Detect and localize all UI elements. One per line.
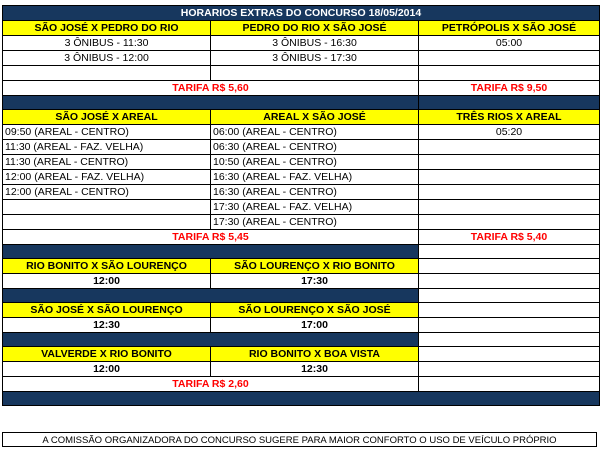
- schedule-cell: [211, 66, 419, 81]
- schedule-cell: 17:30 (AREAL - CENTRO): [211, 215, 419, 230]
- section-divider: [3, 245, 419, 259]
- schedule-cell: 17:30 (AREAL - FAZ. VELHA): [211, 200, 419, 215]
- fare-label: TARIFA R$ 9,50: [419, 81, 600, 96]
- fare-label: TARIFA R$ 5,40: [419, 230, 600, 245]
- schedule-cell: [3, 200, 211, 215]
- blank-cell: [419, 333, 600, 347]
- blank-cell: [419, 377, 600, 392]
- route-header: SÃO JOSÉ X AREAL: [3, 110, 211, 125]
- blank-cell: [419, 259, 600, 274]
- route-header: PEDRO DO RIO X SÃO JOSÉ: [211, 21, 419, 36]
- schedule-cell: [419, 200, 600, 215]
- schedule-cell: 17:00: [211, 318, 419, 333]
- section-divider: [3, 96, 419, 110]
- blank-cell: [419, 347, 600, 362]
- blank-cell: [419, 318, 600, 333]
- schedule-cell: 12:30: [3, 318, 211, 333]
- blank-cell: [419, 362, 600, 377]
- route-header: SÃO JOSÉ X PEDRO DO RIO: [3, 21, 211, 36]
- schedule-cell: 09:50 (AREAL - CENTRO): [3, 125, 211, 140]
- schedule-title: HORARIOS EXTRAS DO CONCURSO 18/05/2014: [3, 6, 600, 21]
- section-divider: [419, 96, 600, 110]
- blank-cell: [419, 289, 600, 303]
- schedule-cell: [419, 155, 600, 170]
- blank-cell: [419, 303, 600, 318]
- schedule-cell: 3 ÔNIBUS - 16:30: [211, 36, 419, 51]
- route-header: VALVERDE X RIO BONITO: [3, 347, 211, 362]
- blank-cell: [419, 245, 600, 259]
- schedule-cell: 3 ÔNIBUS - 11:30: [3, 36, 211, 51]
- section-divider: [3, 333, 419, 347]
- fare-label: TARIFA R$ 5,45: [3, 230, 419, 245]
- section-divider: [3, 289, 419, 303]
- schedule-cell: [419, 170, 600, 185]
- route-header: SÃO LOURENÇO X SÃO JOSÉ: [211, 303, 419, 318]
- schedule-cell: 16:30 (AREAL - CENTRO): [211, 185, 419, 200]
- section-divider: [3, 392, 600, 406]
- route-header: RIO BONITO X SÃO LOURENÇO: [3, 259, 211, 274]
- schedule-cell: [419, 215, 600, 230]
- schedule-cell: [3, 66, 211, 81]
- schedule-cell: 12:00 (AREAL - FAZ. VELHA): [3, 170, 211, 185]
- schedule-cell: [419, 51, 600, 66]
- schedule-cell: 3 ÔNIBUS - 17:30: [211, 51, 419, 66]
- schedule-cell: 17:30: [211, 274, 419, 289]
- schedule-cell: 12:30: [211, 362, 419, 377]
- schedule-table: [2, 5, 600, 406]
- schedule-cell: 06:00 (AREAL - CENTRO): [211, 125, 419, 140]
- route-header: SÃO LOURENÇO X RIO BONITO: [211, 259, 419, 274]
- footer-note: A COMISSÃO ORGANIZADORA DO CONCURSO SUGERE PARA MAIOR CONFORTO O USO DE VEÍCULO PRÓPRIO: [2, 432, 597, 447]
- schedule-cell: 10:50 (AREAL - CENTRO): [211, 155, 419, 170]
- schedule-cell: 12:00 (AREAL - CENTRO): [3, 185, 211, 200]
- blank-cell: [419, 274, 600, 289]
- schedule-cell: 12:00: [3, 362, 211, 377]
- fare-label: TARIFA R$ 2,60: [3, 377, 419, 392]
- schedule-cell: 05:20: [419, 125, 600, 140]
- route-header: RIO BONITO X BOA VISTA: [211, 347, 419, 362]
- schedule-cell: 11:30 (AREAL - CENTRO): [3, 155, 211, 170]
- route-header: SÃO JOSÉ X SÃO LOURENÇO: [3, 303, 211, 318]
- schedule-cell: 11:30 (AREAL - FAZ. VELHA): [3, 140, 211, 155]
- schedule-cell: [419, 140, 600, 155]
- schedule-cell: 3 ÔNIBUS - 12:00: [3, 51, 211, 66]
- route-header: TRÊS RIOS X AREAL: [419, 110, 600, 125]
- schedule-cell: [419, 66, 600, 81]
- schedule-cell: [419, 185, 600, 200]
- route-header: PETRÓPOLIS X SÃO JOSÉ: [419, 21, 600, 36]
- fare-label: TARIFA R$ 5,60: [3, 81, 419, 96]
- route-header: AREAL X SÃO JOSÉ: [211, 110, 419, 125]
- schedule-cell: [3, 215, 211, 230]
- schedule-cell: 16:30 (AREAL - FAZ. VELHA): [211, 170, 419, 185]
- schedule-cell: 06:30 (AREAL - CENTRO): [211, 140, 419, 155]
- schedule-cell: 05:00: [419, 36, 600, 51]
- schedule-cell: 12:00: [3, 274, 211, 289]
